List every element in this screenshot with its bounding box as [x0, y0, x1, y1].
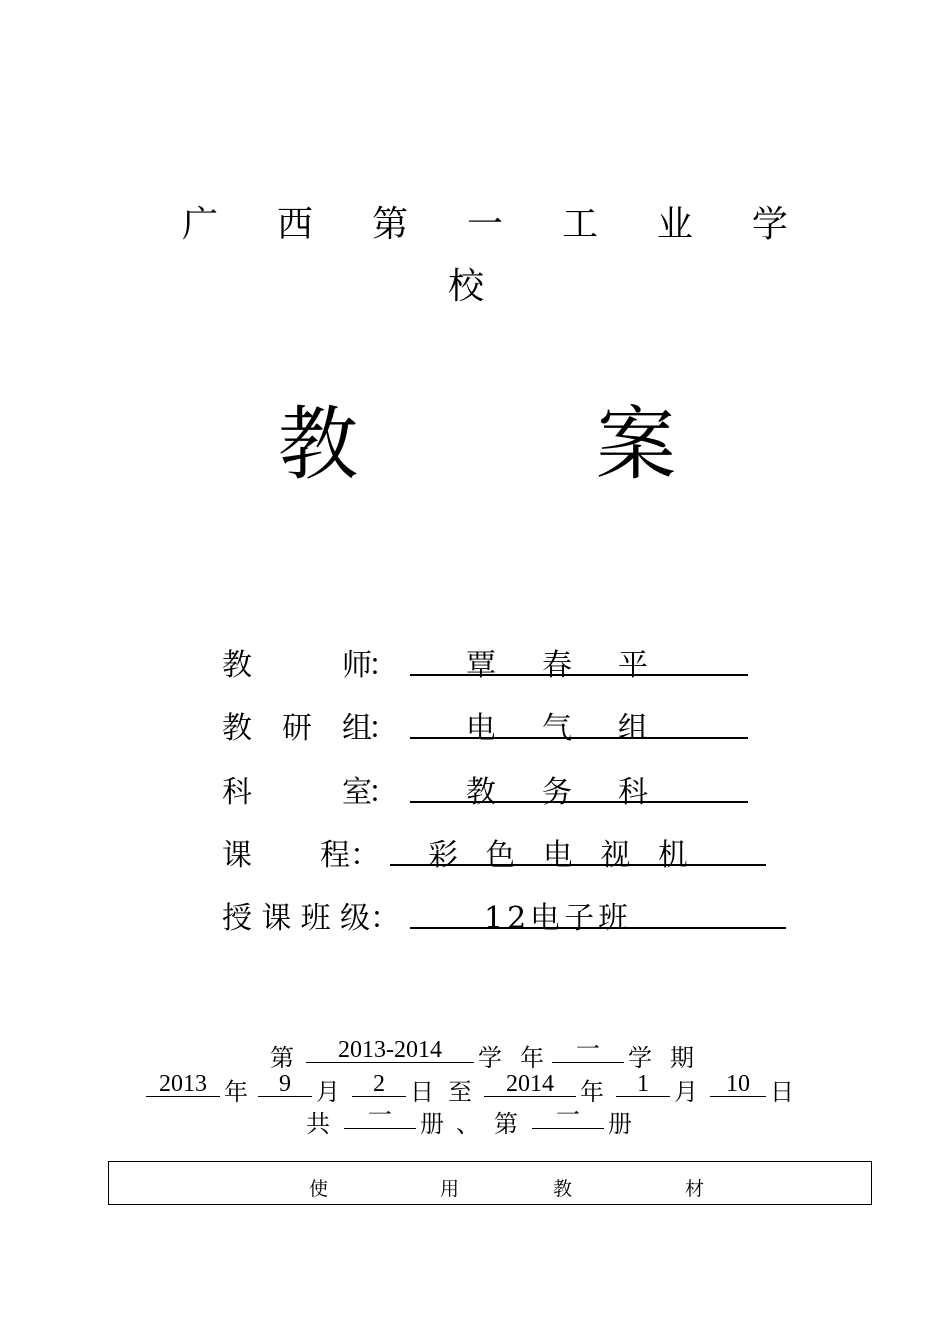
table-header-char: 用	[440, 1178, 460, 1200]
school-char: 一	[466, 204, 503, 245]
table-header-char: 材	[685, 1178, 705, 1200]
colon: ：	[368, 648, 398, 683]
term-xueqi: 学 期	[628, 1046, 700, 1072]
term-ce-2: 册	[608, 1112, 632, 1138]
value-char: 覃	[466, 648, 496, 683]
label-char: 研	[282, 711, 312, 746]
teacher-value	[466, 640, 648, 684]
label-char: 室	[342, 775, 372, 810]
end-day-field: 10	[710, 1072, 766, 1097]
term-zhi: 至	[448, 1080, 472, 1106]
value-char: 视	[600, 838, 631, 873]
school-char: 第	[371, 204, 408, 245]
value-char: 电	[466, 711, 496, 746]
textbook-table-header	[108, 1161, 872, 1205]
label-char: 科	[222, 775, 252, 810]
total-volumes-field: 一	[344, 1104, 416, 1129]
term-di: 第	[270, 1046, 294, 1072]
school-name-line2: 校	[448, 266, 485, 307]
doc-title-char-2: 案	[596, 398, 676, 491]
end-month-field: 1	[616, 1072, 670, 1097]
end-year-field: 2014	[484, 1072, 576, 1097]
term-di-2: 第	[494, 1112, 518, 1138]
label-char: 师	[342, 648, 372, 683]
label-char: 班	[300, 901, 331, 936]
term-ce: 册	[420, 1112, 444, 1138]
term-gong: 共	[306, 1112, 330, 1138]
term-ri: 日	[410, 1080, 434, 1106]
label-char: 组	[342, 711, 372, 746]
term-nian-2: 年	[580, 1080, 604, 1106]
start-year-field: 2013	[146, 1072, 220, 1097]
school-year-field: 2013-2014	[306, 1038, 474, 1063]
label-char: 课	[261, 901, 292, 936]
value-char: 气	[542, 711, 572, 746]
dept-label	[222, 767, 372, 811]
label-char: 程	[320, 838, 350, 873]
term-yue-2: 月	[674, 1080, 698, 1106]
school-char: 工	[561, 204, 598, 245]
school-char: 西	[276, 204, 313, 245]
value-char: 色	[485, 838, 516, 873]
term-ri-2: 日	[770, 1080, 794, 1106]
volume-no-field: 一	[532, 1104, 604, 1129]
value-char: 电	[543, 838, 573, 873]
colon: ：	[350, 838, 380, 873]
group-label	[222, 703, 372, 747]
class-label	[222, 893, 370, 937]
label-char: 教	[222, 711, 252, 746]
teacher-label	[222, 640, 372, 684]
value-char: 科	[618, 775, 648, 810]
value-char: 教	[466, 775, 496, 810]
doc-title-char-1: 教	[278, 398, 358, 491]
dept-value	[466, 767, 648, 811]
term-nian: 年	[224, 1080, 248, 1106]
label-char: 级	[339, 901, 370, 936]
school-char: 学	[751, 204, 788, 245]
semester-field: 一	[552, 1038, 624, 1063]
table-header-char: 教	[553, 1178, 573, 1200]
start-month-field: 9	[258, 1072, 312, 1097]
colon: ：	[370, 901, 400, 936]
school-char: 广	[182, 204, 219, 245]
value-char: 平	[618, 648, 648, 683]
school-name-line1	[182, 196, 788, 247]
value-char: 组	[618, 711, 648, 746]
course-label	[222, 830, 350, 874]
course-value	[428, 830, 688, 874]
value-char: 春	[542, 648, 572, 683]
value-char: 彩	[428, 838, 458, 873]
group-value	[466, 703, 648, 747]
term-xuenian: 学 年	[478, 1046, 550, 1072]
class-value: 12电子班	[484, 901, 633, 936]
colon: ：	[368, 775, 398, 810]
term-dun: 、	[456, 1112, 480, 1138]
table-header-char: 使	[309, 1178, 329, 1200]
colon: ：	[368, 711, 398, 746]
school-char: 业	[656, 204, 693, 245]
label-char: 课	[222, 838, 252, 873]
value-char: 机	[658, 838, 688, 873]
label-char: 教	[222, 648, 252, 683]
value-char: 务	[542, 775, 572, 810]
start-day-field: 2	[352, 1072, 406, 1097]
label-char: 授	[222, 901, 252, 936]
term-yue: 月	[316, 1080, 340, 1106]
